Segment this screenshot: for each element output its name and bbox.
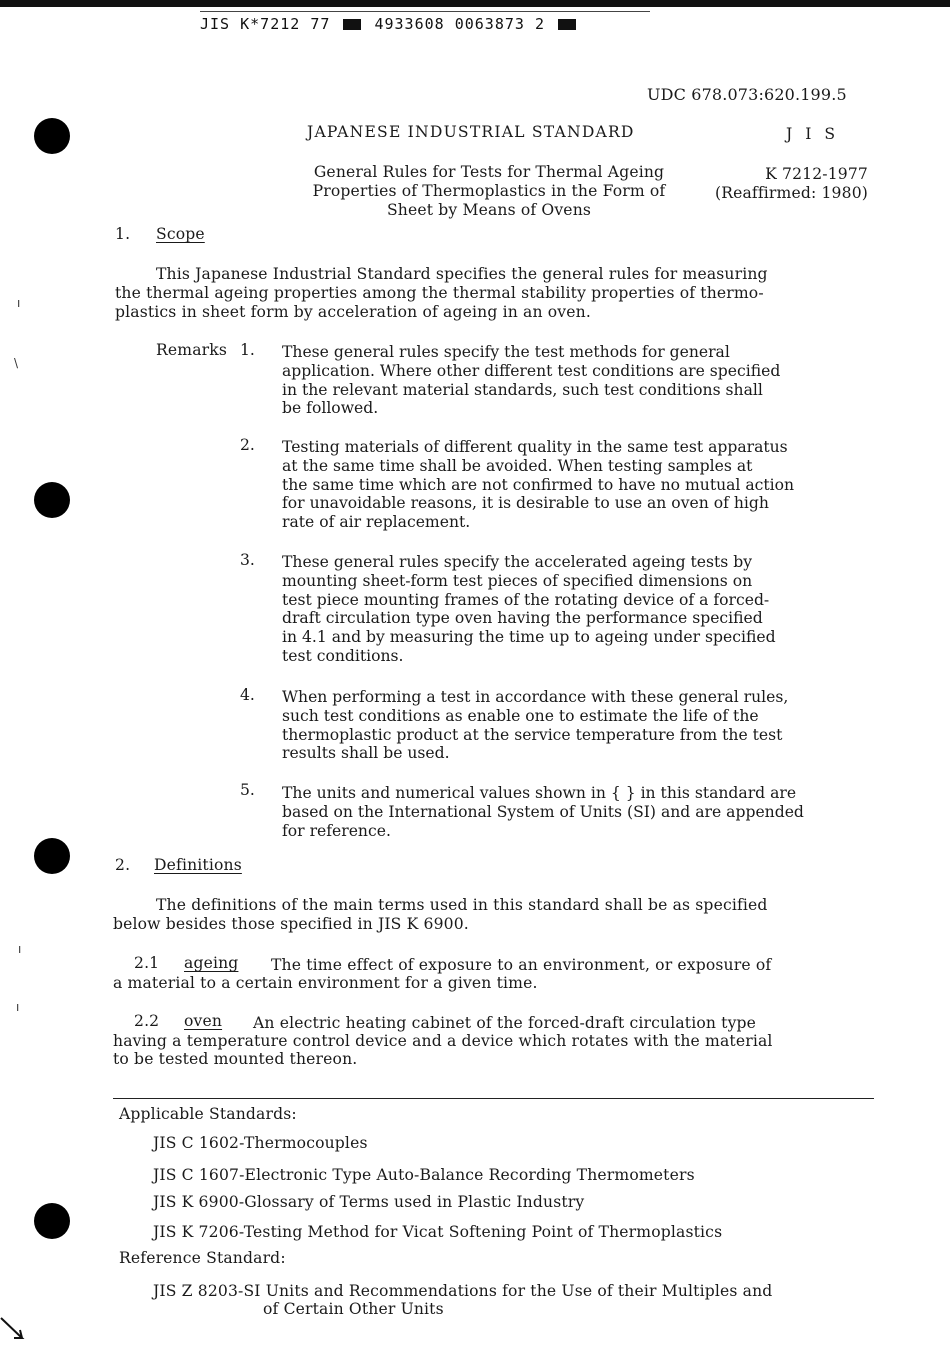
document-title (279, 163, 699, 219)
punch-hole-icon (34, 482, 70, 518)
punch-hole-icon (34, 1203, 70, 1239)
definition-term: ageing (184, 954, 239, 972)
remark-line: These general rules specify the test methods for general (282, 343, 730, 361)
punch-hole-icon (34, 118, 70, 154)
definition-number: 2.1 (134, 954, 160, 972)
code-line-a: JIS K*7212 77 (200, 15, 331, 33)
definition-line: The time effect of exposure to an environment, or exposure of (271, 956, 772, 974)
standard-title: JAPANESE INDUSTRIAL STANDARD (307, 123, 635, 141)
remark-line: thermoplastic product at the service temperature from the test (282, 725, 783, 744)
definition-line: a material to a certain environment for a given time. (113, 974, 538, 992)
scope-body-line: This Japanese Industrial Standard specifies the general rules for measuring (156, 265, 768, 283)
remark-line: test conditions. (282, 646, 404, 665)
jis-mark: J I S (786, 125, 840, 143)
scope-body-line: plastics in sheet form by acceleration of ageing in an oven. (115, 303, 591, 321)
applicable-standard-item: JIS C 1602-Thermocouples (153, 1134, 368, 1152)
margin-mark: ı (17, 296, 21, 310)
remark-line: rate of air replacement. (282, 513, 471, 532)
remark-line: in the relevant material standards, such test conditions shall (282, 380, 763, 399)
section-1-number: 1. (115, 225, 131, 243)
udc-code: UDC 678.073:620.199.5 (647, 85, 847, 104)
code-block-mark (343, 19, 361, 30)
reference-standard-item: JIS Z 8203-SI Units and Recommendations for the Use of their Multiples and (153, 1282, 773, 1300)
remark-5 (282, 784, 882, 840)
section-1-heading: Scope (156, 225, 205, 243)
definition-term: oven (184, 1012, 223, 1030)
remark-2 (282, 438, 882, 532)
definition-line: to be tested mounted thereon. (113, 1050, 358, 1068)
standard-number: K 7212-1977 (765, 165, 868, 183)
document-code-line (200, 11, 650, 33)
remark-line: These general rules specify the accelerated ageing tests by (282, 553, 753, 571)
section-2-heading: Definitions (154, 856, 242, 874)
remark-line: at the same time shall be avoided. When testing samples at (282, 456, 753, 475)
definition-line: having a temperature control device and a device which rotates with the material (113, 1032, 773, 1050)
remark-line: based on the International System of Units (SI) and are appended (282, 802, 804, 821)
scope-body-line: the thermal ageing properties among the thermal stability properties of thermo- (115, 284, 764, 302)
margin-mark: ı (18, 942, 22, 956)
remark-1 (282, 343, 882, 418)
reaffirmed-date: (Reaffirmed: 1980) (714, 183, 868, 202)
remark-line: Testing materials of different quality in the same test apparatus (282, 438, 788, 456)
section-2-number: 2. (115, 856, 131, 874)
remark-number: 2. (240, 436, 255, 454)
title-line: Sheet by Means of Ovens (386, 200, 592, 219)
remark-line: When performing a test in accordance with these general rules, (282, 688, 789, 706)
remark-line: results shall be used. (282, 744, 450, 763)
remark-line: The units and numerical values shown in { } in this standard are (282, 784, 797, 802)
definitions-body-line: below besides those specified in JIS K 6900. (113, 915, 469, 933)
remark-number: 1. (240, 341, 255, 359)
remark-line: in 4.1 and by measuring the time up to ageing under specified (282, 628, 776, 647)
applicable-standards-label: Applicable Standards: (119, 1105, 297, 1123)
punch-hole-icon (34, 838, 70, 874)
reference-standard-item: of Certain Other Units (263, 1300, 444, 1318)
remark-line: the same time which are not confirmed to have no mutual action (282, 475, 795, 494)
remark-number: 3. (240, 551, 255, 569)
remark-4 (282, 688, 882, 763)
definition-number: 2.2 (134, 1012, 160, 1030)
margin-mark: \ (14, 356, 19, 370)
remark-line: for unavoidable reasons, it is desirable to use an oven of high (282, 494, 769, 513)
remark-line: application. Where other different test conditions are specified (282, 361, 781, 380)
remark-line: such test conditions as enable one to estimate the life of the (282, 706, 759, 725)
code-block-mark (558, 19, 576, 30)
margin-mark: ı (16, 1000, 20, 1014)
remark-number: 4. (240, 686, 255, 704)
remark-line: draft circulation type oven having the performance specified (282, 609, 763, 628)
reference-standard-label: Reference Standard: (119, 1249, 286, 1267)
remark-3 (282, 553, 882, 666)
corner-arrow-icon (0, 1316, 26, 1342)
definition-line: An electric heating cabinet of the forced-draft circulation type (253, 1014, 757, 1032)
remark-line: for reference. (282, 821, 391, 840)
footnote-divider (113, 1098, 874, 1099)
remark-number: 5. (240, 781, 255, 799)
definitions-body-line: The definitions of the main terms used in this standard shall be as specified (156, 896, 768, 914)
applicable-standard-item: JIS K 7206-Testing Method for Vicat Softening Point of Thermoplastics (153, 1223, 723, 1241)
applicable-standard-item: JIS C 1607-Electronic Type Auto-Balance Recording Thermometers (153, 1166, 695, 1184)
applicable-standard-item: JIS K 6900-Glossary of Terms used in Plastic Industry (153, 1193, 585, 1211)
remark-line: mounting sheet-form test pieces of specified dimensions on (282, 571, 753, 590)
title-line: Properties of Thermoplastics in the Form of (312, 181, 666, 200)
remarks-label: Remarks (156, 341, 228, 359)
title-line: General Rules for Tests for Thermal Ageing (313, 163, 665, 181)
remark-line: test piece mounting frames of the rotating device of a forced- (282, 590, 770, 609)
standard-number-block (700, 165, 868, 203)
top-border-rule (0, 0, 950, 7)
code-line-b: 4933608 0063873 2 (374, 15, 545, 33)
remark-line: be followed. (282, 399, 379, 418)
